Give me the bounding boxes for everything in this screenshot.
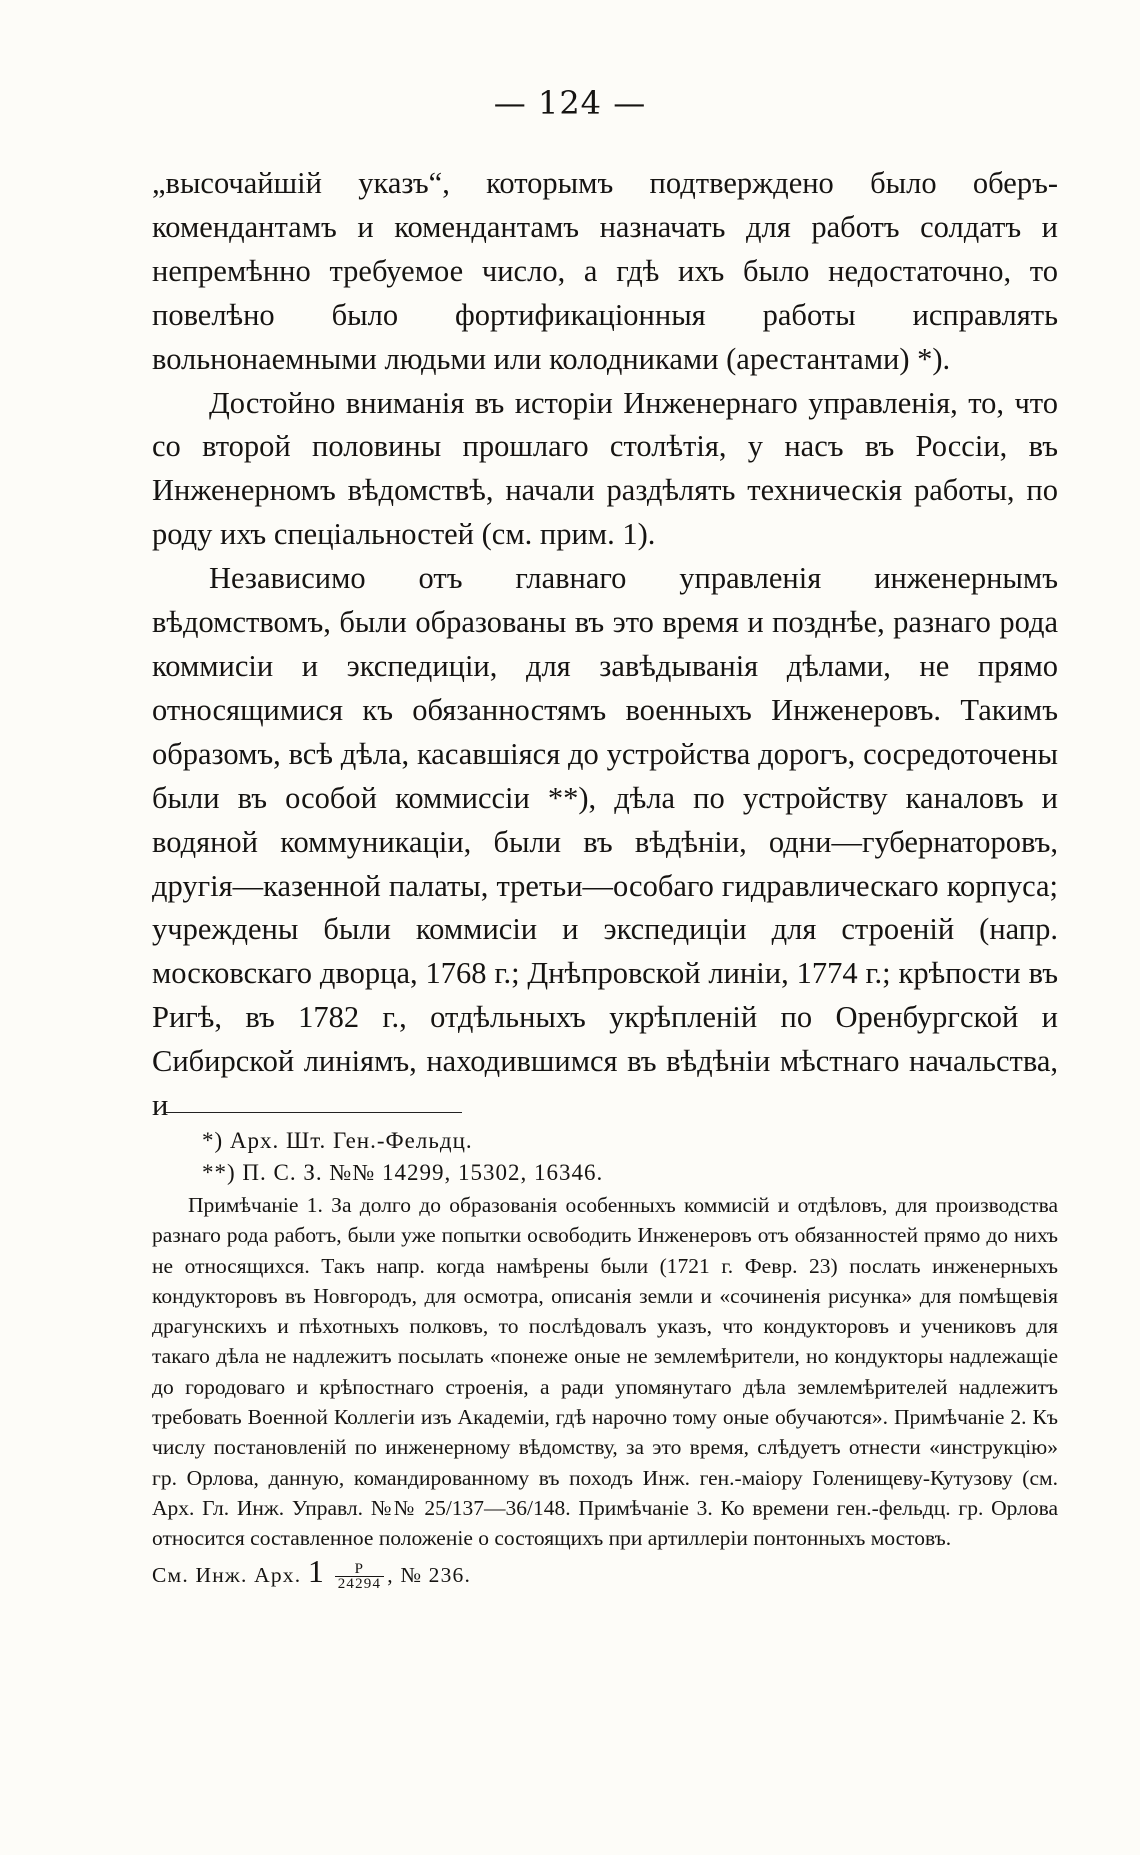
reference-number: 1 <box>307 1552 326 1589</box>
footnote: **) П. С. З. №№ 14299, 15302, 16346. <box>202 1160 604 1185</box>
reference-fraction <box>335 1562 385 1591</box>
notes-block <box>152 1190 1058 1591</box>
paragraph: „высочайшій указъ“, которымъ подтверждено было оберъ-комендантамъ и комендантамъ назначать для работъ солдатъ и непремѣнно требуемое число, а гдѣ ихъ было недостаточно, то повелѣно было фортификаціонныя работы исправлять вольнонаемными людьми или колодниками (арестантами) *). <box>152 166 1058 376</box>
archive-reference <box>152 1552 1058 1593</box>
footnote: *) Арх. Шт. Ген.-Фельдц. <box>202 1128 473 1153</box>
footnote-divider <box>166 1112 462 1113</box>
reference-suffix: , № 236. <box>387 1562 472 1587</box>
page-number: — 124 — <box>493 84 647 122</box>
note-text: Примѣчаніе 1. За долго до образованія особенныхъ коммисій и отдѣловъ, для производства разнаго рода работъ, были уже попытки освободить Инженеровъ отъ обязанностей прямо до нихъ не относящихся. Такъ напр. когда намѣрены были (1721 г. Февр. 23) послать инженерныхъ кондукторовъ въ Новгородъ, для осмотра, описанія земли и «сочиненія рисунка» для помѣщевія драгунскихъ и пѣхотныхъ полковъ, то послѣдовалъ указъ, что кондукторовъ и учениковъ для такаго дѣла не надлежитъ посылать «понеже оные не землемѣрители, но кондукторы надлежащіе до городоваго и крѣпостнаго строенія, а ради упомянутаго дѣла землемѣрителей надлежитъ требовать Военной Коллегіи изъ Академіи, гдѣ нарочно тому оные обучаются». Примѣчаніе 2. Къ числу постановленій по инженерному вѣдомству, за это время, слѣдуетъ отнести «инструкцію» гр. Орлова, данную, командированному въ походъ Инж. ген.-маіору Голенищеву-Кутузову (см. Арх. Гл. Инж. Управл. №№ 25/137—36/148. Примѣчаніе 3. Ко времени ген.-фельдц. гр. Орлова относится составленное положеніе о состоящихъ при артиллеріи понтонныхъ мостовъ. <box>152 1193 1058 1551</box>
paragraph: Достойно вниманія въ исторіи Инженернаго управленія, то, что со второй половины прошлаго столѣтія, у насъ въ Россіи, въ Инженерномъ вѣдомствѣ, начали раздѣлять техническія работы, по роду ихъ спеціальностей (см. прим. 1). <box>152 385 1058 552</box>
main-text <box>152 162 1058 1128</box>
paragraph: Независимо отъ главнаго управленія инженернымъ вѣдомствомъ, были образованы въ это время и позднѣе, разнаго рода коммисіи и экспедиціи, для завѣдыванія дѣлами, не прямо относящимися къ обязанностямъ военныхъ Инженеровъ. Такимъ образомъ, всѣ дѣла, касавшіяся до устройства дорогъ, сосредоточены были въ особой коммиссіи **), дѣла по устройству каналовъ и водяной коммуникаціи, были въ вѣдѣніи, одни—губернаторовъ, другія—казенной палаты, третьи—особаго гидравлическаго корпуса; учреждены были коммисіи и экспедиціи для строеній (напр. московскаго дворца, 1768 г.; Днѣпровской линіи, 1774 г.; крѣпости въ Ригѣ, въ 1782 г., отдѣльныхъ укрѣпленій по Оренбургской и Сибирской линіямъ, находившимся въ вѣдѣніи мѣстнаго начальства, и <box>152 561 1058 1123</box>
footnotes <box>152 1125 1058 1189</box>
fraction-numerator: Р <box>335 1562 385 1577</box>
fraction-denominator: 24294 <box>337 1576 382 1593</box>
reference-prefix: См. Инж. Арх. <box>152 1562 302 1587</box>
